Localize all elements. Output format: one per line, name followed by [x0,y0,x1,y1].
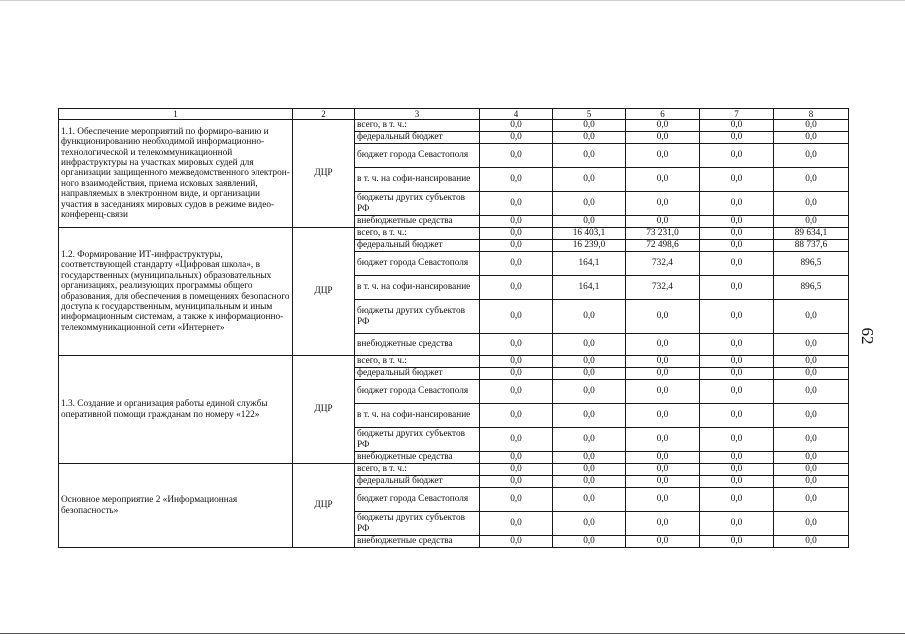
amount-cell: 0,0 [553,368,626,380]
amount-cell: 0,0 [626,488,700,512]
amount-cell: 0,0 [480,334,553,356]
amount-cell: 0,0 [700,428,774,452]
amount-cell: 732,4 [626,276,700,300]
funding-source: внебюджетные средства [355,452,480,464]
funding-source: бюджет города Севастополя [355,380,480,404]
amount-cell: 0,0 [626,356,700,368]
column-number: 6 [626,109,700,120]
funding-source: всего, в т. ч.: [355,120,480,132]
amount-cell: 0,0 [553,536,626,548]
column-number: 5 [553,109,626,120]
funding-source: всего, в т. ч.: [355,356,480,368]
column-number: 3 [355,109,480,120]
page-bottom-edge [0,633,905,634]
amount-cell: 0,0 [480,252,553,276]
amount-cell: 0,0 [700,356,774,368]
measure-title: Основное мероприятие 2 «Информационная безопасность» [59,464,293,548]
amount-cell: 0,0 [700,464,774,476]
amount-cell: 0,0 [774,404,849,428]
amount-cell: 0,0 [626,368,700,380]
amount-cell: 0,0 [774,512,849,536]
measure-title: 1.1. Обеспечение мероприятий по формиро-ванию и функционированию необходимой информационно-технологической и телекоммуникационной инфраструктуры на участках мировых судей для организации защищенного межведомственного электрон-ного взаимодействия, приема исковых заявлений, направляемых в электронном виде, и организации участия в заседаниях мировых судов в режиме видео-конференц-связи [59,120,293,228]
amount-cell: 0,0 [626,452,700,464]
amount-cell: 0,0 [553,356,626,368]
amount-cell: 0,0 [774,488,849,512]
executor-cell: ДЦР [293,464,355,548]
amount-cell: 0,0 [480,404,553,428]
amount-cell: 896,5 [774,276,849,300]
amount-cell: 0,0 [774,476,849,488]
amount-cell: 0,0 [774,120,849,132]
funding-source: всего, в т. ч.: [355,464,480,476]
amount-cell: 0,0 [626,512,700,536]
amount-cell: 732,4 [626,252,700,276]
amount-cell: 0,0 [700,276,774,300]
amount-cell: 72 498,6 [626,240,700,252]
amount-cell: 0,0 [553,168,626,192]
amount-cell: 0,0 [774,356,849,368]
funding-source: федеральный бюджет [355,240,480,252]
funding-source: бюджеты других субъектов РФ [355,512,480,536]
amount-cell: 0,0 [480,168,553,192]
amount-cell: 0,0 [700,120,774,132]
amount-cell: 0,0 [700,216,774,228]
amount-cell: 0,0 [553,452,626,464]
executor-cell: ДЦР [293,228,355,356]
amount-cell: 0,0 [774,428,849,452]
amount-cell: 0,0 [553,380,626,404]
funding-source: бюджет города Севастополя [355,252,480,276]
funding-source: федеральный бюджет [355,368,480,380]
funding-source: бюджеты других субъектов РФ [355,300,480,334]
funding-source: всего, в т. ч.: [355,228,480,240]
amount-cell: 0,0 [553,512,626,536]
amount-cell: 896,5 [774,252,849,276]
amount-cell: 0,0 [480,476,553,488]
amount-cell: 0,0 [626,216,700,228]
amount-cell: 0,0 [553,300,626,334]
amount-cell: 0,0 [553,488,626,512]
amount-cell: 0,0 [700,132,774,144]
amount-cell: 0,0 [480,512,553,536]
amount-cell: 0,0 [553,216,626,228]
amount-cell: 0,0 [553,192,626,216]
amount-cell: 0,0 [480,228,553,240]
amount-cell: 0,0 [626,120,700,132]
measure-title: 1.2. Формирование ИТ-инфраструктуры, соответствующей стандарту «Цифровая школа», в государственных (муниципальных) образовательных организациях, реализующих программы общего образования, для обеспечения в помещениях безопасного доступа к государственным, муниципальным и иным информационным системам, а также к информационно-телекоммуникационной сети «Интернет» [59,228,293,356]
amount-cell: 164,1 [553,252,626,276]
amount-cell: 0,0 [626,536,700,548]
measure-title: 1.3. Создание и организация работы единой службы оперативной помощи гражданам по номеру «122» [59,356,293,464]
amount-cell: 0,0 [553,132,626,144]
amount-cell: 0,0 [480,464,553,476]
amount-cell: 0,0 [774,144,849,168]
amount-cell: 0,0 [480,144,553,168]
amount-cell: 0,0 [774,216,849,228]
column-number: 4 [480,109,553,120]
amount-cell: 164,1 [553,276,626,300]
funding-source: бюджеты других субъектов РФ [355,192,480,216]
amount-cell: 0,0 [480,488,553,512]
amount-cell: 0,0 [553,404,626,428]
funding-source: в т. ч. на софи-нансирование [355,168,480,192]
amount-cell: 0,0 [700,380,774,404]
funding-source: федеральный бюджет [355,476,480,488]
funding-source: в т. ч. на софи-нансирование [355,276,480,300]
column-number-row [59,109,849,120]
amount-cell: 0,0 [553,428,626,452]
page-top-edge [0,0,905,1]
amount-cell: 16 239,0 [553,240,626,252]
table-row [59,228,849,240]
amount-cell: 0,0 [700,368,774,380]
amount-cell: 0,0 [626,334,700,356]
amount-cell: 0,0 [774,380,849,404]
amount-cell: 0,0 [626,464,700,476]
funding-source: внебюджетные средства [355,334,480,356]
amount-cell: 0,0 [700,168,774,192]
amount-cell: 73 231,0 [626,228,700,240]
column-number: 1 [59,109,293,120]
column-number: 8 [774,109,849,120]
amount-cell: 0,0 [553,464,626,476]
amount-cell: 0,0 [700,252,774,276]
amount-cell: 0,0 [700,240,774,252]
amount-cell: 0,0 [480,300,553,334]
column-number: 7 [700,109,774,120]
amount-cell: 0,0 [774,168,849,192]
amount-cell: 0,0 [626,428,700,452]
funding-source: бюджет города Севастополя [355,144,480,168]
amount-cell: 0,0 [480,380,553,404]
amount-cell: 0,0 [480,132,553,144]
table-row [59,120,849,132]
table-row [59,356,849,368]
amount-cell: 0,0 [480,452,553,464]
amount-cell: 16 403,1 [553,228,626,240]
amount-cell: 89 634,1 [774,228,849,240]
amount-cell: 0,0 [480,536,553,548]
funding-source: бюджет города Севастополя [355,488,480,512]
amount-cell: 88 737,6 [774,240,849,252]
amount-cell: 0,0 [480,428,553,452]
amount-cell: 0,0 [626,192,700,216]
table-row [59,464,849,476]
amount-cell: 0,0 [553,144,626,168]
executor-cell: ДЦР [293,356,355,464]
funding-source: внебюджетные средства [355,536,480,548]
amount-cell: 0,0 [626,168,700,192]
column-number: 2 [293,109,355,120]
amount-cell: 0,0 [700,476,774,488]
amount-cell: 0,0 [700,144,774,168]
amount-cell: 0,0 [626,300,700,334]
funding-source: федеральный бюджет [355,132,480,144]
amount-cell: 0,0 [480,120,553,132]
amount-cell: 0,0 [480,192,553,216]
funding-source: внебюджетные средства [355,216,480,228]
amount-cell: 0,0 [774,368,849,380]
amount-cell: 0,0 [626,132,700,144]
amount-cell: 0,0 [480,240,553,252]
table-body [59,120,849,548]
amount-cell: 0,0 [700,300,774,334]
amount-cell: 0,0 [700,404,774,428]
page-number: 62 [858,327,877,345]
funding-table [58,108,849,548]
amount-cell: 0,0 [700,334,774,356]
amount-cell: 0,0 [626,144,700,168]
amount-cell: 0,0 [774,192,849,216]
amount-cell: 0,0 [553,334,626,356]
amount-cell: 0,0 [700,488,774,512]
amount-cell: 0,0 [700,192,774,216]
funding-source: бюджеты других субъектов РФ [355,428,480,452]
amount-cell: 0,0 [553,476,626,488]
amount-cell: 0,0 [700,452,774,464]
amount-cell: 0,0 [774,132,849,144]
funding-source: в т. ч. на софи-нансирование [355,404,480,428]
amount-cell: 0,0 [700,228,774,240]
executor-cell: ДЦР [293,120,355,228]
amount-cell: 0,0 [774,464,849,476]
amount-cell: 0,0 [626,380,700,404]
amount-cell: 0,0 [774,452,849,464]
amount-cell: 0,0 [480,356,553,368]
amount-cell: 0,0 [480,368,553,380]
amount-cell: 0,0 [774,300,849,334]
amount-cell: 0,0 [774,536,849,548]
amount-cell: 0,0 [626,404,700,428]
amount-cell: 0,0 [480,276,553,300]
amount-cell: 0,0 [774,334,849,356]
amount-cell: 0,0 [700,536,774,548]
amount-cell: 0,0 [480,216,553,228]
amount-cell: 0,0 [626,476,700,488]
amount-cell: 0,0 [700,512,774,536]
amount-cell: 0,0 [553,120,626,132]
